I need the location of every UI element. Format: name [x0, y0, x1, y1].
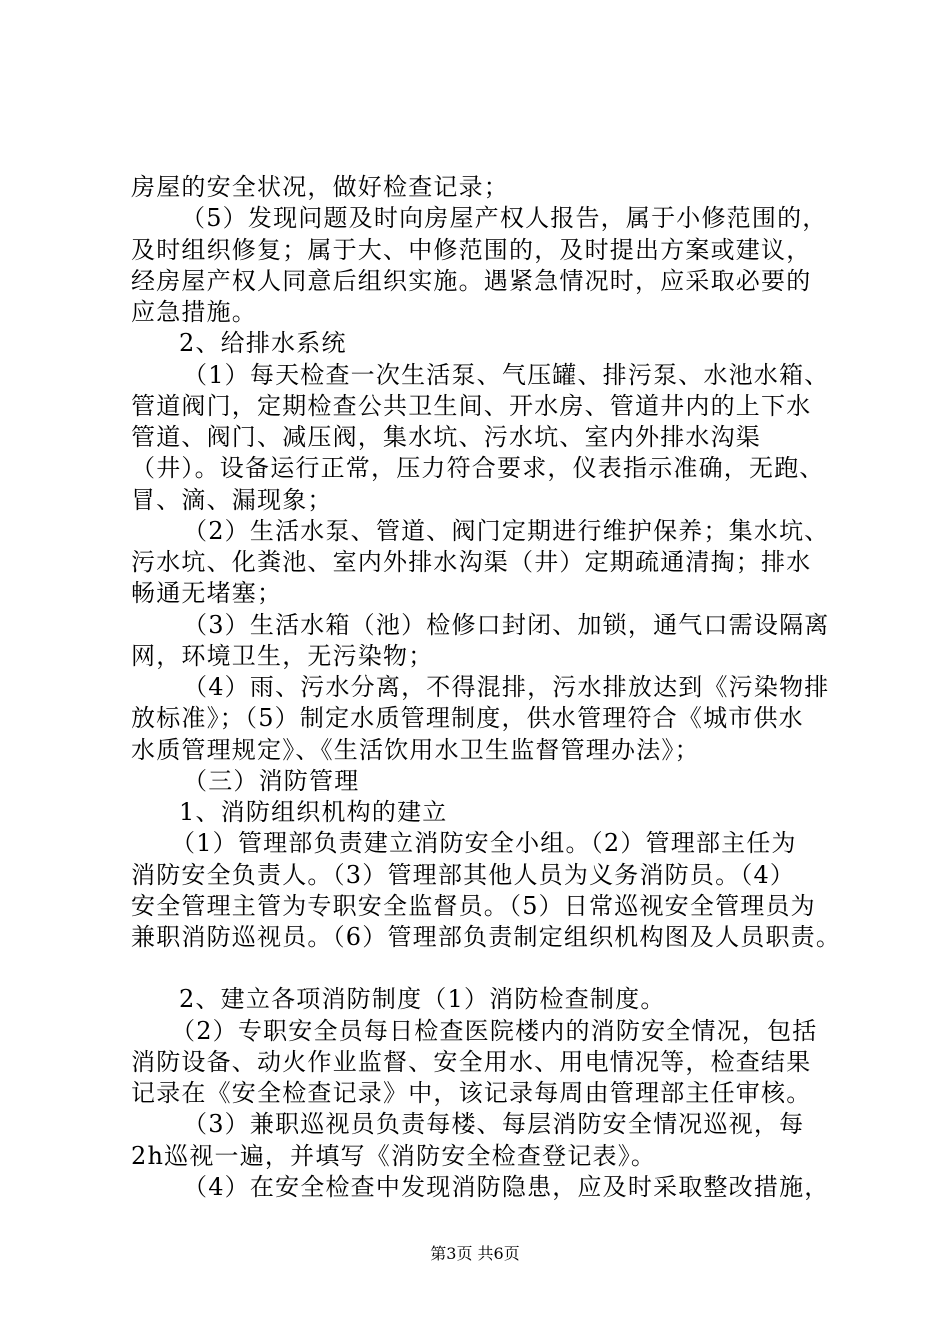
- text-line: 管道、阀门、减压阀，集水坑、污水坑、室内外排水沟渠: [131, 423, 761, 451]
- section-heading: 1、消防组织机构的建立: [179, 798, 448, 826]
- page-number: 第3页 共6页: [430, 1244, 520, 1263]
- text-line: （4）雨、污水分离，不得混排，污水排放达到《污染物排: [183, 673, 830, 701]
- text-line: （5）发现问题及时向房屋产权人报告，属于小修范围的，: [181, 204, 828, 233]
- text-line: 记录在《安全检查记录》中，该记录每周由管理部主任审核。: [131, 1079, 812, 1107]
- text-line: （2）生活水泵、管道、阀门定期进行维护保养；集水坑、: [183, 516, 830, 545]
- text-line: （4）在安全检查中发现消防隐患，应及时采取整改措施，: [183, 1172, 830, 1201]
- text-line: 放标准》；（5）制定水质管理制度，供水管理符合《城市供水: [131, 704, 804, 733]
- section-heading: 2、建立各项消防制度（1）消防检查制度。: [179, 985, 666, 1014]
- text-line: （1）每天检查一次生活泵、气压罐、排污泵、水池水箱、: [183, 360, 830, 389]
- text-line: 安全管理主管为专职安全监督员。（5）日常巡视安全管理员为: [131, 891, 816, 920]
- paragraph-gap: [131, 953, 856, 984]
- text-line: 网，环境卫生，无污染物；: [131, 641, 434, 670]
- text-line: （3）生活水箱（池）检修口封闭、加锁，通气口需设隔离: [183, 610, 830, 639]
- text-line: （2）专职安全员每日检查医院楼内的消防安全情况，包括: [171, 1016, 818, 1045]
- text-line: 污水坑、化粪池、室内外排水沟渠（井）定期疏通清掏；排水: [131, 548, 812, 576]
- document-body: [131, 172, 856, 1203]
- text-line: 房屋的安全状况，做好检查记录；: [131, 173, 509, 201]
- text-line: （3）兼职巡视员负责每楼、每层消防安全情况巡视，每: [183, 1110, 805, 1139]
- section-heading: 2、给排水系统: [179, 329, 347, 358]
- section-heading: （三）消防管理: [183, 766, 360, 795]
- text-line: 畅通无堵塞；: [131, 579, 283, 608]
- text-line: 兼职消防巡视员。（6）管理部负责制定组织机构图及人员职责。: [131, 923, 842, 951]
- text-line: 2h巡视一遍，并填写《消防安全检查登记表》。: [131, 1141, 657, 1170]
- text-line: 冒、滴、漏现象；: [131, 485, 333, 514]
- text-line: 应急措施。: [131, 298, 257, 326]
- text-line: 消防设备、动火作业监督、安全用水、用电情况等，检查结果: [131, 1047, 812, 1076]
- text-line: 水质管理规定》、《生活饮用水卫生监督管理办法》；: [131, 735, 700, 764]
- text-line: （1）管理部负责建立消防安全小组。（2）管理部主任为: [171, 829, 797, 858]
- text-line: 管道阀门，定期检查公共卫生间、开水房、管道井内的上下水: [131, 391, 812, 420]
- text-line: （井）。设备运行正常，压力符合要求，仪表指示准确，无跑、: [131, 454, 825, 483]
- text-line: 消防安全负责人。（3）管理部其他人员为义务消防员。（4）: [131, 860, 796, 889]
- text-line: 经房屋产权人同意后组织实施。遇紧急情况时，应采取必要的: [131, 266, 812, 295]
- text-line: 及时组织修复；属于大、中修范围的，及时提出方案或建议，: [131, 235, 812, 264]
